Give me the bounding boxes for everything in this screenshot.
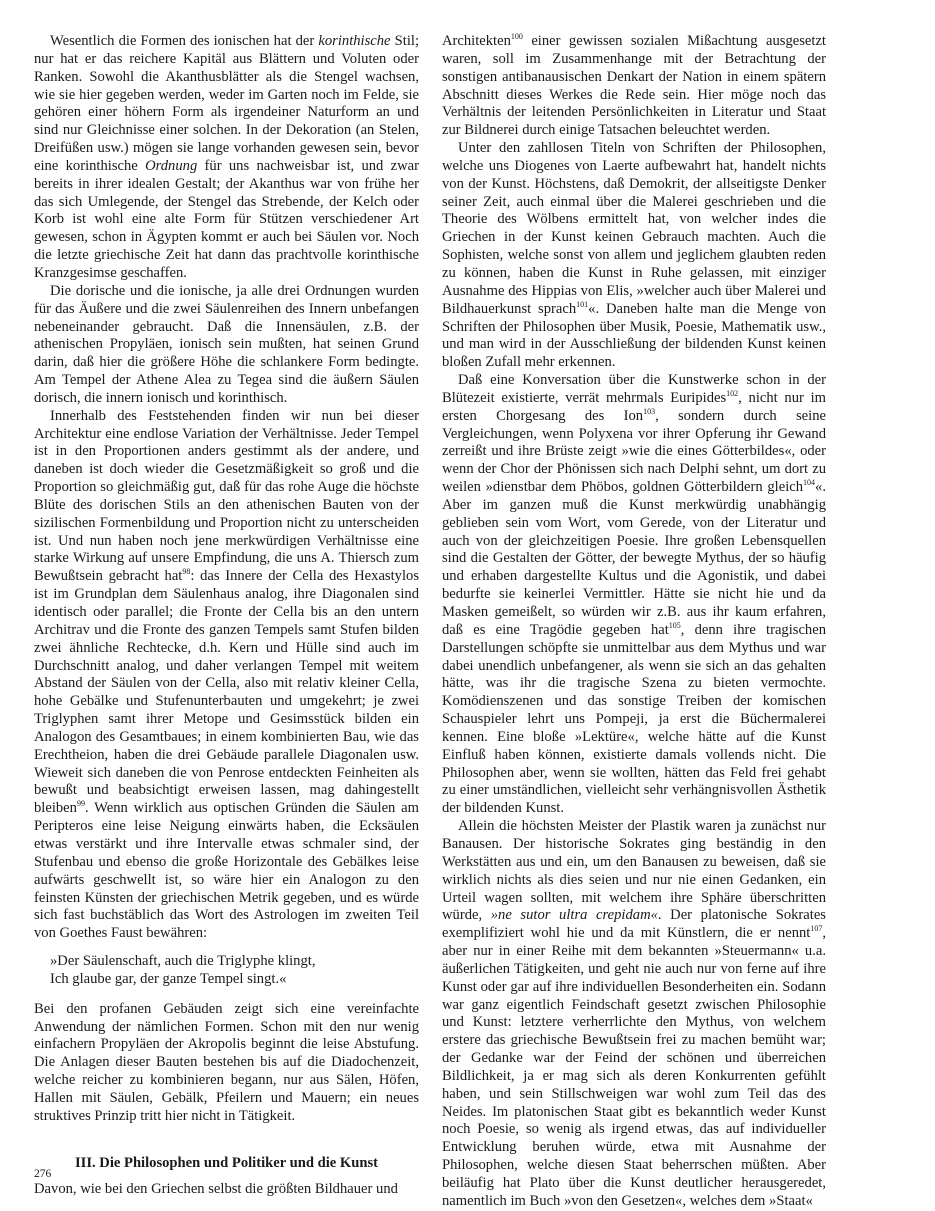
section-heading: III. Die Philosophen und Politiker und die Kunst bbox=[74, 1154, 379, 1171]
page-number: 276 bbox=[34, 1168, 52, 1180]
paragraph-profane-gebaeude: Bei den profanen Gebäuden zeigt sich eine vereinfachte Anwendung der nämlichen Formen. Schon mit den nur wenig einfachern Propyläen der Akropolis beginnt die leise Abstufung. Die Anlagen dieser Bauten bestehen bis auf die Diadochenzeit, welche reicher zu kombinieren begann, nur aus Sälen, Höfen, Hallen mit Säulen, Gebälk, Pfeilern und Mauern; ein neues struktives Prinzip tritt hier nicht in Tätigkeit. bbox=[34, 1000, 419, 1124]
footnote-ref-107[interactable]: 107 bbox=[810, 924, 823, 934]
footnote-ref-104[interactable]: 104 bbox=[803, 478, 816, 488]
left-column bbox=[34, 33, 419, 1199]
footnote-ref-103[interactable]: 103 bbox=[643, 406, 656, 416]
footnote-ref-102[interactable]: 102 bbox=[726, 388, 739, 398]
verse-quote bbox=[50, 953, 419, 989]
paragraph-korinthisch: Wesentlich die Formen des ionischen hat der korinthische Stil; nur hat er das reichere Kapitäl aus Blättern und Voluten oder Ranken. Sowohl die Akanthusblätter als die Stengel wachsen, wie sie hier gegeben werden, weder im Garten noch im Felde, sie gehören einer höhern Form als irgendeiner Naturform an und sind nur Gleichnisse einer solchen. In der Dekoration (an Stelen, Dreifüßen usw.) mögen sie lange vorhanden gewesen sein, bevor eine korinthische Ordnung für uns nachweisbar ist, und zwar bereits in ihrer idealen Gestalt; der Akanthus war von frühe her das sich Umlegende, der Stengel das Strebende, der Kelch oder Korb ist wohl eine alte Form für Stützen verschiedener Art gewesen, schon in Ägypten kommt er auch bei Säulen vor. Noch die letzte griechische Zeit hat dann das prachtvolle korinthische Kranzgesimse geschaffen. bbox=[34, 33, 420, 281]
paragraph-philosophen-schriften: Unter den zahllosen Titeln von Schriften der Philosophen, welche uns Diogenes von Laerte aufbewahrt hat, handelt nichts von der Kunst. Höchstens, daß Demokrit, der allseitigste Denker seiner Zeit, auch einmal über die Malerei geschrieben und die Theorie des Wölbens ermittelt hat, von welcher indes die Griechen in der Kunst keinen Gebrauch machten. Auch die Sophisten, welche sonst von allem und jeglichem glaubten reden zu können, haben die Kunst in Ruhe gelassen, mit einziger Ausnahme des Hippias von Elis, »welcher auch über Malerei und Bildhauerkunst sprach$^{101}$«. Daneben halte man die Menge von Schriften der Philosophen über Musik, Poesie, Mathematik usw., und man wird in der Ausschließung der bildenden Kunst keinen bloßen Zufall mehr erkennen. bbox=[442, 140, 826, 371]
right-column bbox=[442, 33, 826, 1211]
paragraph-ordnungen: Die dorische und die ionische, ja alle drei Ordnungen wurden für das Äußere und die zwei Säulenreihen des Innern unbefangen nebeneinander gebraucht. Daß die Innensäulen, z.B. der athenischen Propyläen, ionisch sein mußten, hat seinen Grund darin, daß hier die größere Höhe die schlankere Form bedingte. Am Tempel der Athene Alea zu Tegea sind die äußern Säulen dorisch, die innern ionisch und korinthisch. bbox=[34, 282, 419, 406]
footnote-ref-101[interactable]: 101 bbox=[576, 299, 589, 309]
paragraph-meister-plastik: Allein die höchsten Meister der Plastik waren ja zunächst nur Banausen. Der historische Sokrates ging beständig in den Werkstätten aus und ein, um den Banausen zu beweisen, daß sie wirklich nichts als dies seien und nur nie einen Gedanken, ein Urteil wagen sollten, mit welchem ihre Sphäre überschritten würde, »ne sutor ultra crepidam«. Der platonische Sokrates exemplifiziert wohl hie und da mit Künstlern, die er nennt$^{107}$, aber nur in einer Reihe mit dem bekannten »Steuermann« u.a. äußerlichen Tätigkeiten, und geht nie auch nur von ferne auf ihre Kunst oder gar auf ihre individuellen Besonderheiten ein. Sodann war ganz eigentlich Feindschaft gesetzt zwischen Philosophie und Kunst: letztere verherrlichte den Mythus, von welchem erstere das griechische Bewußtsein frei zu machen bemüht war; der Gedanke war der Feind der schönen und überreichen Bildlichkeit, ja er mag sich als deren Konkurrenten gefühlt haben, und sein Stillschweigen war wohl zum Teil das des Neides. Im platonischen Staat gibt es bekanntlich weder Kunst noch Poesie, so wenig als irgend etwas, das auf individueller Entwicklung beruhen würde, etwa mit Ausnahme der Philosophen, welche diesen Staat beherrschen müßten. Aber beiläufig hat Plato über die Kunst deutlicher herausgeredet, namentlich im Buch »von den Gesetzen«, welches dem »Staat« bbox=[442, 818, 826, 1209]
footnote-ref-100[interactable]: 100 bbox=[510, 32, 523, 41]
paragraph-bildhauer: Davon, wie bei den Griechen selbst die größten Bildhauer und bbox=[34, 1181, 398, 1198]
paragraph-variation: Innerhalb des Feststehenden finden wir nun bei dieser Architektur eine endlose Variation der Verhältnisse. Jeder Tempel ist in den Proportionen anders gestimmt als der andere, und daneben ist doch wieder die Gesetzmäßigkeit so groß und die Proportion so gleichmäßig gut, daß für das rohe Auge die höchste Blüte des dorischen Stils an den athenischen Bauten von der sizilischen Formenbildung und Proportion nicht zu unterscheiden ist. Und nun haben noch jene merkwürdigen Verhältnisse eine starke Wirkung auf unsere Empfindung, die uns A. Thiersch zum Bewußtsein gebracht hat$^{98}$: das Innere der Cella des Hexastylos ist im Grundplan dem Säulenhaus analog, ihre Diagonalen sind identisch oder parallel; die Fronte der Cella bis an den untern Architrav und die Fronte des ganzen Tempels samt Stufen bilden zwei ähnliche Rechtecke, d.h. Kern und Hülle sind auch im Durchschnitt analog, und daher verlangen Tempel mit weitem Abstand der Säulen von der Cella, also mit relativ kleiner Cella, hohe Gebälke und Stufenunterbauten und umgekehrt; je zwei Triglyphen samt ihrer Metope und Gesimsstück bilden ein Analogon des Gesamtbaues; in einem kombinierten Bau, wie das Erechtheion, haben die drei Gebäude parallele Diagonalen usw. Wieweit sich daneben die von Penrose entdeckten Feinheiten als bewußt und beabsichtigt erweisen lassen, mag dahingestellt bleiben$^{99}$. Wenn wirklich aus optischen Gründen die Säulen am Peripteros eine leise Neigung einwärts haben, die Ecksäulen etwas verstärkt und ihre Intervalle etwas schmaler sind, der Stufenbau und ebenso die große Horizontale des Gebälkes leise aufwärts geschwellt ist, so wäre hier ein Analogon zu den feinsten Künsten der griechischen Metrik gegeben, und es würde sich fast buchstäblich das Wort des Astrologen im zweiten Teil von Goethes Faust bewähren: bbox=[34, 407, 419, 942]
verse-line: Ich glaube gar, der ganze Tempel singt.« bbox=[50, 970, 287, 987]
footnote-ref-99[interactable]: 99 bbox=[76, 799, 85, 809]
paragraph-architekten: Architekten$^{100}$ einer gewissen sozialen Mißachtung ausgesetzt waren, soll im Zusammenhange mit der Betrachtung der sonstigen antibanausischen Denkart der Nation in einem spätern Abschnitt dieses Werkes die Rede sein. Hier möge noch das Verhältnis der leitenden Persönlichkeiten in Literatur und Staat zur Bildnerei durch einige Tatsachen beleuchtet werden. bbox=[442, 32, 826, 139]
footnote-ref-98[interactable]: 98 bbox=[182, 567, 191, 577]
footnote-ref-105[interactable]: 105 bbox=[668, 620, 681, 630]
verse-line: »Der Säulenschaft, auch die Triglyphe klingt, bbox=[50, 953, 316, 970]
paragraph-konversation: Daß eine Konversation über die Kunstwerke schon in der Blütezeit existierte, verrät mehrmals Euripides$^{102}$, nicht nur im ersten Chorgesang des Ion$^{103}$, sondern durch seine Vergleichungen, wenn Polyxena vor ihrer Opferung ihr Gewand zerreißt und ihre Brüste zeigt »wie die eines Götterbildes«, oder wenn der Chor der Phönissen sich nach Delphi sehnt, um dort zu weilen »dienstbar dem Phöbos, goldnen Götterbildern gleich$^{104}$«. Aber im ganzen muß die Kunst merkwürdig unabhängig geblieben sein vom Wort, vom Gerede, von der Literatur und auch von der gleichzeitigen Poesie. Ihre großen Lebensquellen sind die Gestalten der Götter, der bewegte Mythus, der so häufig und erhaben dargestellte Kultus und die Agonistik, und dabei bedurfte sie keinerlei Vermittler. Hätte sie nicht hie und da Masken gemeißelt, so würden wir z.B. aus ihr kaum erfahren, daß es eine Tragödie gegeben hat$^{105}$, denn ihre tragischen Darstellungen schöpfte sie unmittelbar aus dem Mythus und war dabei unendlich unbefangener, als wenn sie sich an das gehalten hätte, was ihr die tragische Szena zu bieten vermochte. Komödienszenen und das sonstige Treiben der komischen Schauspieler lehrt uns Pompeji, ja erst die Büchermalerei kennen. Eine bloße »Lektüre«, welche hätte auf die Kunst Einfluß haben können, existierte damals vollends nicht. Die Philosophen aber, wenn sie wollten, hätten das Feld frei gehabt zu einer umständlichen, vielleicht sehr verhängnisvollen Ästhetik der bildenden Kunst. bbox=[442, 372, 826, 817]
